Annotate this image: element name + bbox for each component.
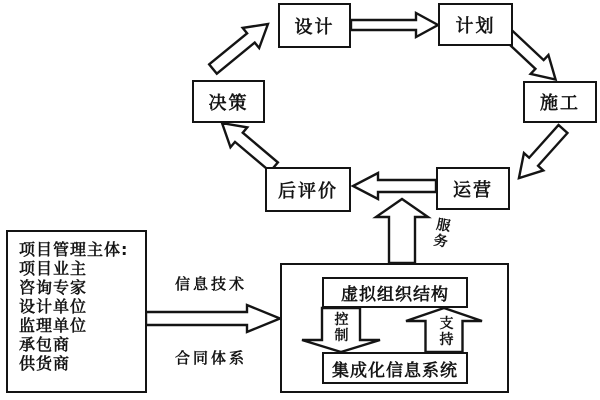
subjects-item: 供货商 [19, 354, 71, 373]
cycle-node-decision: 决策 [192, 80, 265, 123]
cycle-node-operation: 运营 [436, 167, 510, 210]
contract-system-label: 合同体系 [175, 349, 248, 367]
cycle-node-plan: 计划 [438, 3, 513, 46]
support-label: 支持 [439, 316, 454, 348]
information-technology-label: 信息技术 [175, 275, 248, 293]
virtual-organization-box: 虚拟组织结构 [322, 277, 468, 308]
subjects-item: 项目业主 [19, 259, 88, 278]
cycle-node-design: 设计 [278, 3, 351, 48]
control-label: 控制 [334, 312, 349, 344]
subjects-item: 监理单位 [19, 316, 88, 335]
subjects-box-title: 项目管理主体: [19, 240, 129, 259]
cycle-node-construction: 施工 [523, 81, 597, 123]
service-label: 服务 [432, 216, 452, 251]
subjects-item: 咨询专家 [19, 278, 88, 297]
subjects-item: 设计单位 [19, 297, 88, 316]
cycle-node-post-evaluation: 后评价 [265, 167, 351, 212]
subjects-item: 承包商 [19, 335, 71, 354]
integrated-information-system-box: 集成化信息系统 [322, 352, 468, 384]
